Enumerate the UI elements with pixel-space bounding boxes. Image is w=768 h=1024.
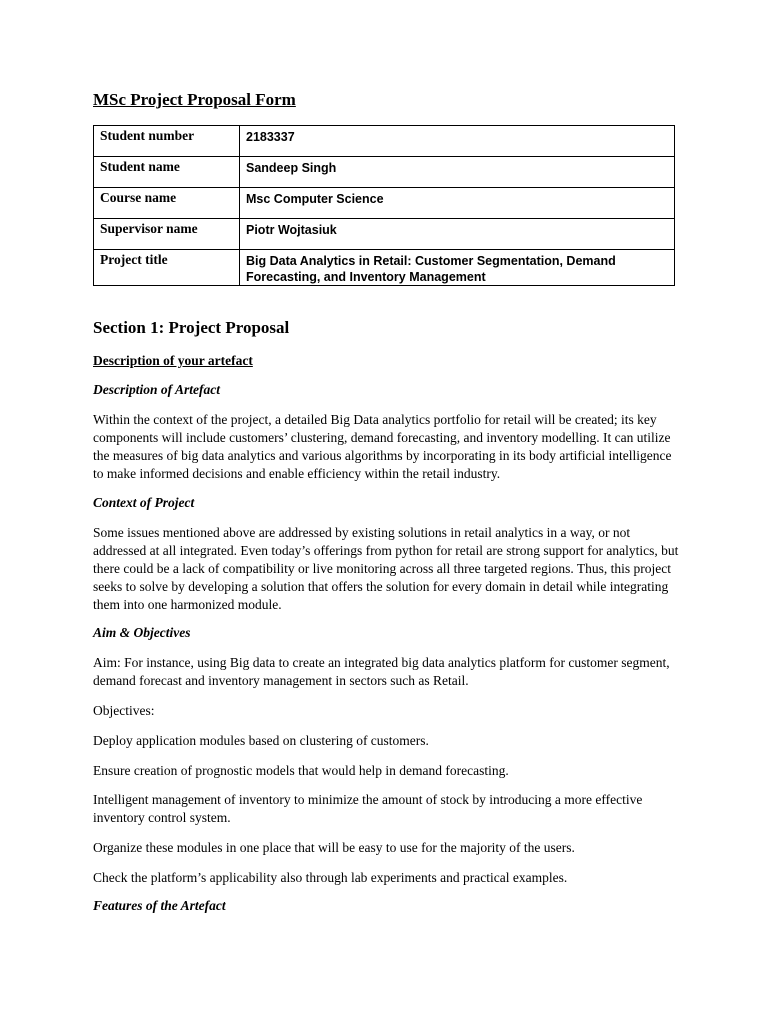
table-row [94, 157, 675, 188]
course-name-label: Course name [94, 188, 240, 219]
description-heading: Description of your artefact [93, 353, 253, 368]
objective-item: Intelligent management of inventory to minimize the amount of stock by introducing a more effective inventory control system. [93, 792, 643, 825]
aim-paragraph: Aim: For instance, using Big data to create an integrated big data analytics platform for customer segment, demand forecast and inventory management in sectors such as Retail. [93, 655, 670, 688]
artefact-paragraph: Within the context of the project, a detailed Big Data analytics portfolio for retail will be created; its key components will include customers’ clustering, demand forecasting, and inventory modelling. It can utilize the measures of big data analytics and various algorithms by incorporating in its body artificial intelligence to make informed decisions and enable efficiency within the retail industry. [93, 412, 672, 481]
section-title: Section 1: Project Proposal [93, 318, 290, 337]
supervisor-name-label: Supervisor name [94, 219, 240, 250]
form-title: MSc Project Proposal Form [93, 90, 296, 109]
context-heading: Context of Project [93, 495, 195, 510]
objective-item: Deploy application modules based on clustering of customers. [93, 733, 429, 748]
student-name-label: Student name [94, 157, 240, 188]
student-name-value: Sandeep Singh [240, 157, 675, 188]
table-row [94, 126, 675, 157]
project-title-value: Big Data Analytics in Retail: Customer Segmentation, Demand Forecasting, and Inventory Management [240, 250, 675, 286]
features-heading: Features of the Artefact [93, 898, 226, 913]
objective-item: Organize these modules in one place that will be easy to use for the majority of the users. [93, 840, 575, 855]
student-number-value: 2183337 [240, 126, 675, 157]
supervisor-name-value: Piotr Wojtasiuk [240, 219, 675, 250]
context-paragraph: Some issues mentioned above are addressed by existing solutions in retail analytics in a way, or not addressed at all integrated. Even today’s offerings from python for retail are strong support for analytics, but there could be a lack of compatibility or live monitoring across all three targeted regions. Thus, this project seeks to solve by developing a solution that offers the solution for every domain in detail while integrating them into one harmonized module. [93, 525, 679, 612]
project-title-label: Project title [94, 250, 240, 286]
student-number-label: Student number [94, 126, 240, 157]
aims-heading: Aim & Objectives [93, 625, 191, 640]
objective-item: Check the platform’s applicability also through lab experiments and practical examples. [93, 870, 568, 885]
artefact-heading: Description of Artefact [93, 382, 220, 397]
student-info-table [93, 125, 675, 286]
table-row [94, 219, 675, 250]
course-name-value: Msc Computer Science [240, 188, 675, 219]
objectives-label: Objectives: [93, 703, 155, 718]
table-row [94, 250, 675, 286]
table-row [94, 188, 675, 219]
objective-item: Ensure creation of prognostic models that would help in demand forecasting. [93, 763, 509, 778]
